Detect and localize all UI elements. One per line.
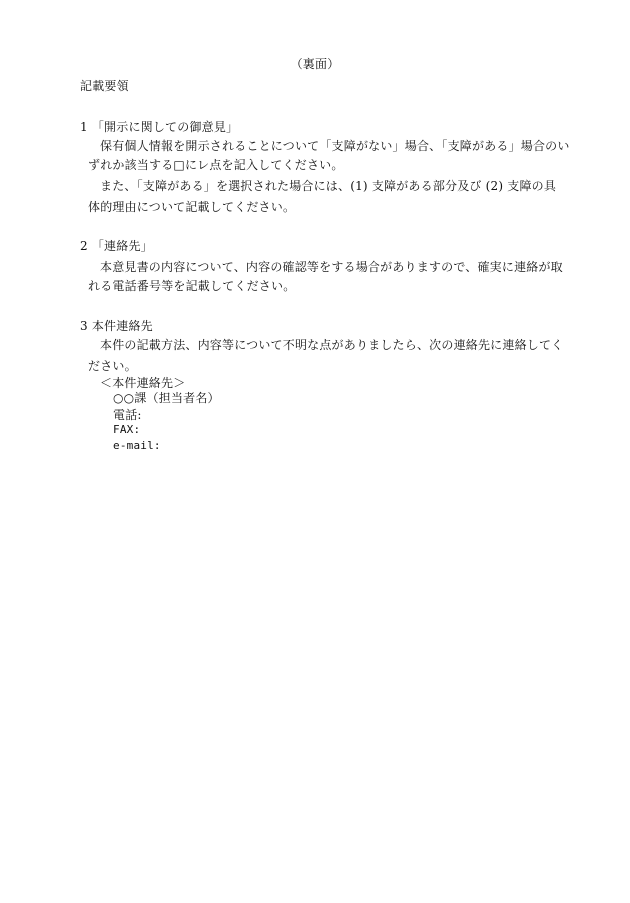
section-3-heading: 3 本件連絡先 (80, 319, 153, 333)
section-1-paragraph-2-line-2: 体的理由について記載してください。 (88, 200, 296, 214)
section-1-paragraph-1-line-2: ずれか該当する□にレ点を記入してください。 (88, 158, 344, 172)
contact-tel-label: 電話: (113, 408, 142, 422)
document-header: 記載要領 (80, 79, 129, 93)
contact-division: ○○課（担当者名） (113, 391, 220, 405)
contact-heading: ＜本件連絡先＞ (100, 376, 186, 390)
section-2-paragraph-line-2: れる電話番号等を記載してください。 (88, 279, 296, 293)
section-1-heading: 1 「開示に関しての御意見」 (80, 120, 239, 134)
section-1-paragraph-1-line-1: 保有個人情報を開示されることについて「支障がない」場合、「支障がある」場合のい (100, 139, 570, 153)
section-2-heading: 2 「連絡先」 (80, 239, 153, 253)
section-2-paragraph-line-1: 本意見書の内容について、内容の確認等をする場合がありますので、確実に連絡が取 (100, 260, 563, 274)
section-1-paragraph-2-line-1: また、「支障がある」を選択された場合には、(1) 支障がある部分及び (2) 支障の具 (100, 179, 557, 193)
section-3-paragraph-line-2: ださい。 (88, 359, 137, 373)
section-3-paragraph-line-1: 本件の記載方法、内容等について不明な点がありましたら、次の連絡先に連絡してく (100, 338, 564, 352)
contact-fax-label: FAX: (113, 423, 141, 436)
contact-email-label: e-mail: (113, 439, 161, 452)
page-title: （裏面） (290, 57, 340, 71)
